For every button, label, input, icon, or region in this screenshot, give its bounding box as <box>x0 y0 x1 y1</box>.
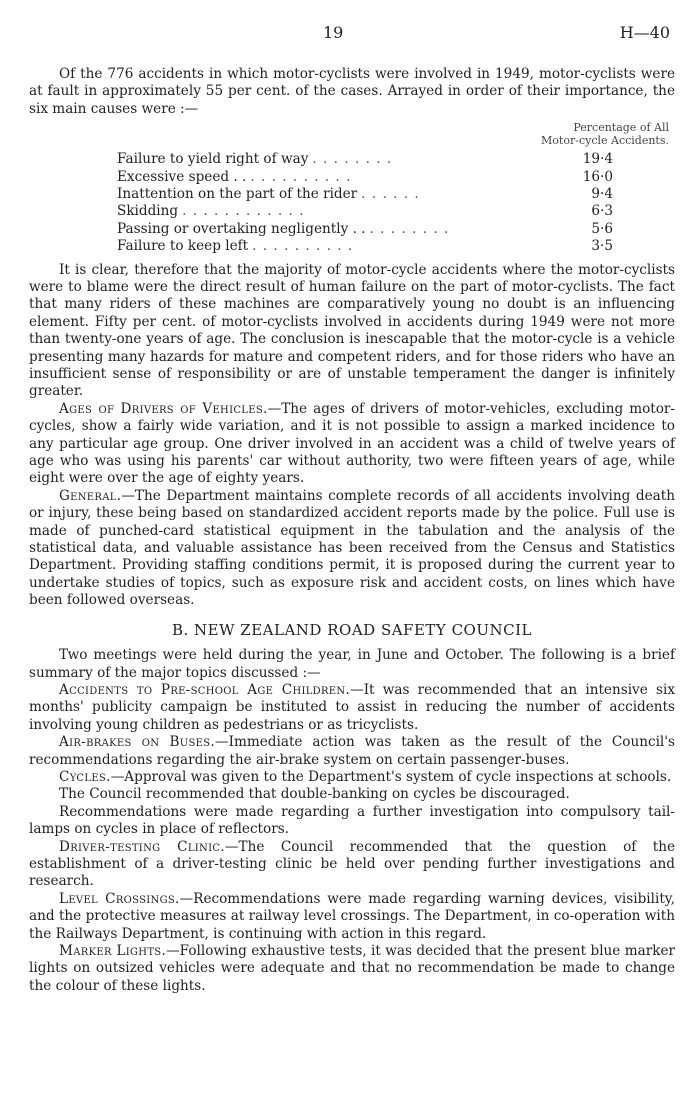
council-intro-paragraph: Two meetings were held during the year, in June and October. The following is a brief summary of the major topics discussed :— <box>29 647 675 681</box>
cause-percentage: 16·0 <box>582 168 613 185</box>
conclusion-paragraph: It is clear, therefore that the majority of motor-cycle accidents where the motor-cyclists were to blame were the direct result of human failure on the part of motor-cyclists. The fact that many riders of these machines are comparatively young no doubt is an influencing element. Fifty per cent. of motor-cyclists involved in accidents during 1949 were not more than twenty-one years of age. The conclusion is inescapable that the motor-cycle is a vehicle presenting many hazards for mature and competent riders, and for those riders who have an insufficient sense of responsibility or are of unstable temperament the danger is infinitely greater. <box>29 261 675 400</box>
section-b-title: B. NEW ZEALAND ROAD SAFETY COUNCIL <box>171 620 532 639</box>
airbrakes-heading: Air-brakes on Buses. <box>59 734 216 751</box>
leader-dots: . . . . . . . . . . <box>252 238 354 255</box>
table-row <box>117 169 613 186</box>
ages-paragraph <box>29 401 675 488</box>
cause-percentage: 5·6 <box>591 220 613 237</box>
cause-percentage: 6·3 <box>591 203 613 220</box>
crossings-paragraph <box>29 891 675 943</box>
leader-dots: . . . . . . . . . . . . <box>182 203 305 220</box>
marker-text: —Following exhaustive tests, it was decided that the present blue marker lights on outsized vehicles were adequate and that no recommendation be made to change the colour of these lights. <box>29 943 675 994</box>
cause-percentage: 3·5 <box>591 238 613 255</box>
ages-text: —The ages of drivers of motor-vehicles, excluding motor-cycles, show a fairly wide variation, and it is not possible to assign a marked incidence to any particular age group. One driver involved in an accident was a child of twelve years of age who was using his parents' car without authority, two were fifteen years of age, while eight were over the age of eighty years. <box>29 400 676 487</box>
cause-label: Excessive speed . . <box>117 168 247 185</box>
table-row <box>117 203 613 220</box>
cause-label: Inattention on the part of the rider <box>117 186 358 202</box>
leader-dots: . . . . . . . . <box>369 220 450 237</box>
preschool-heading: Accidents to Pre-school Age Children. <box>59 681 351 698</box>
clinic-heading: Driver-testing Clinic. <box>59 838 225 855</box>
general-heading: General. <box>59 487 122 504</box>
causes-table <box>117 151 613 255</box>
table-row <box>117 221 613 238</box>
airbrakes-text: —Immediate action was taken as the result of the Council's recommendations regarding the air-brake system on certain passenger-buses. <box>29 734 675 768</box>
airbrakes-paragraph <box>29 734 675 769</box>
cycles-taillamps-paragraph: Recommendations were made regarding a further investigation into compulsory tail-lamps on cycles in place of reflectors. <box>29 803 675 838</box>
column-header-line-1: Percentage of All <box>573 121 669 135</box>
page-number: 19 <box>323 23 344 42</box>
page-body <box>29 66 675 995</box>
column-header-line-2: Motor-cycle Accidents. <box>541 134 669 148</box>
clinic-paragraph <box>29 839 675 891</box>
cycles-text: —Approval was given to the Department's system of cycle inspections at schools. <box>110 768 672 785</box>
ages-heading: Ages of Drivers of Vehicles. <box>59 400 268 417</box>
cause-percentage: 19·4 <box>582 151 613 168</box>
table-column-header <box>29 121 675 147</box>
leader-dots: . . . . . . . . . . <box>250 168 352 185</box>
cycles-heading: Cycles. <box>59 768 111 785</box>
leader-dots: . . . . . . . . <box>312 151 393 168</box>
page-header <box>0 24 700 46</box>
crossings-heading: Level Crossings. <box>59 890 180 907</box>
crossings-text: —Recommendations were made regarding warning devices, visibility, and the protective measures at railway level crossings. The Department, in co-operation with the Railways Department, is continuing with action in this regard. <box>29 890 676 942</box>
intro-paragraph: Of the 776 accidents in which motor-cyclists were involved in 1949, motor-cyclists were at fault in approximately 55 per cent. of the cases. Arrayed in order of their importance, the six main causes were :— <box>29 66 675 117</box>
document-code: H—40 <box>619 23 670 42</box>
preschool-paragraph <box>29 682 675 734</box>
marker-heading: Marker Lights. <box>59 943 167 959</box>
general-text: —The Department maintains complete records of all accidents involving death or injury, these being based on standardized accident reports made by the police. Full use is made of punched-card statistical equipment in the tabulation and the analysis of the statistical data, and valuable assistance has been received from the Census and Statistics Department. Providing staffing conditions permit, it is proposed during the current year to undertake studies of topics, such as exposure risk and accident costs, on lines which have been followed overseas. <box>29 487 675 609</box>
table-row <box>117 186 613 203</box>
cause-percentage: 9·4 <box>591 186 613 202</box>
cause-label: Failure to keep left <box>117 238 249 255</box>
cause-label: Failure to yield right of way <box>117 151 309 168</box>
cause-label: Passing or overtaking negligently . . <box>117 220 366 237</box>
leader-dots: . . . . . . <box>361 186 420 202</box>
preschool-text: —It was recommended that an intensive six months' publicity campaign be instituted to assist in reducing the number of accidents involving young children as pedestrians or as tricyclists. <box>29 681 675 733</box>
general-paragraph <box>29 488 675 610</box>
clinic-text: —The Council recommended that the question of the establishment of a driver-testing clinic be held over pending further investigations and research. <box>29 838 676 890</box>
cycles-paragraph <box>29 769 675 786</box>
cause-label: Skidding <box>117 203 179 220</box>
cycles-doublebanking-paragraph: The Council recommended that double-banking on cycles be discouraged. <box>59 786 570 803</box>
table-row <box>117 238 613 255</box>
marker-paragraph <box>29 943 675 995</box>
table-row <box>117 151 613 168</box>
